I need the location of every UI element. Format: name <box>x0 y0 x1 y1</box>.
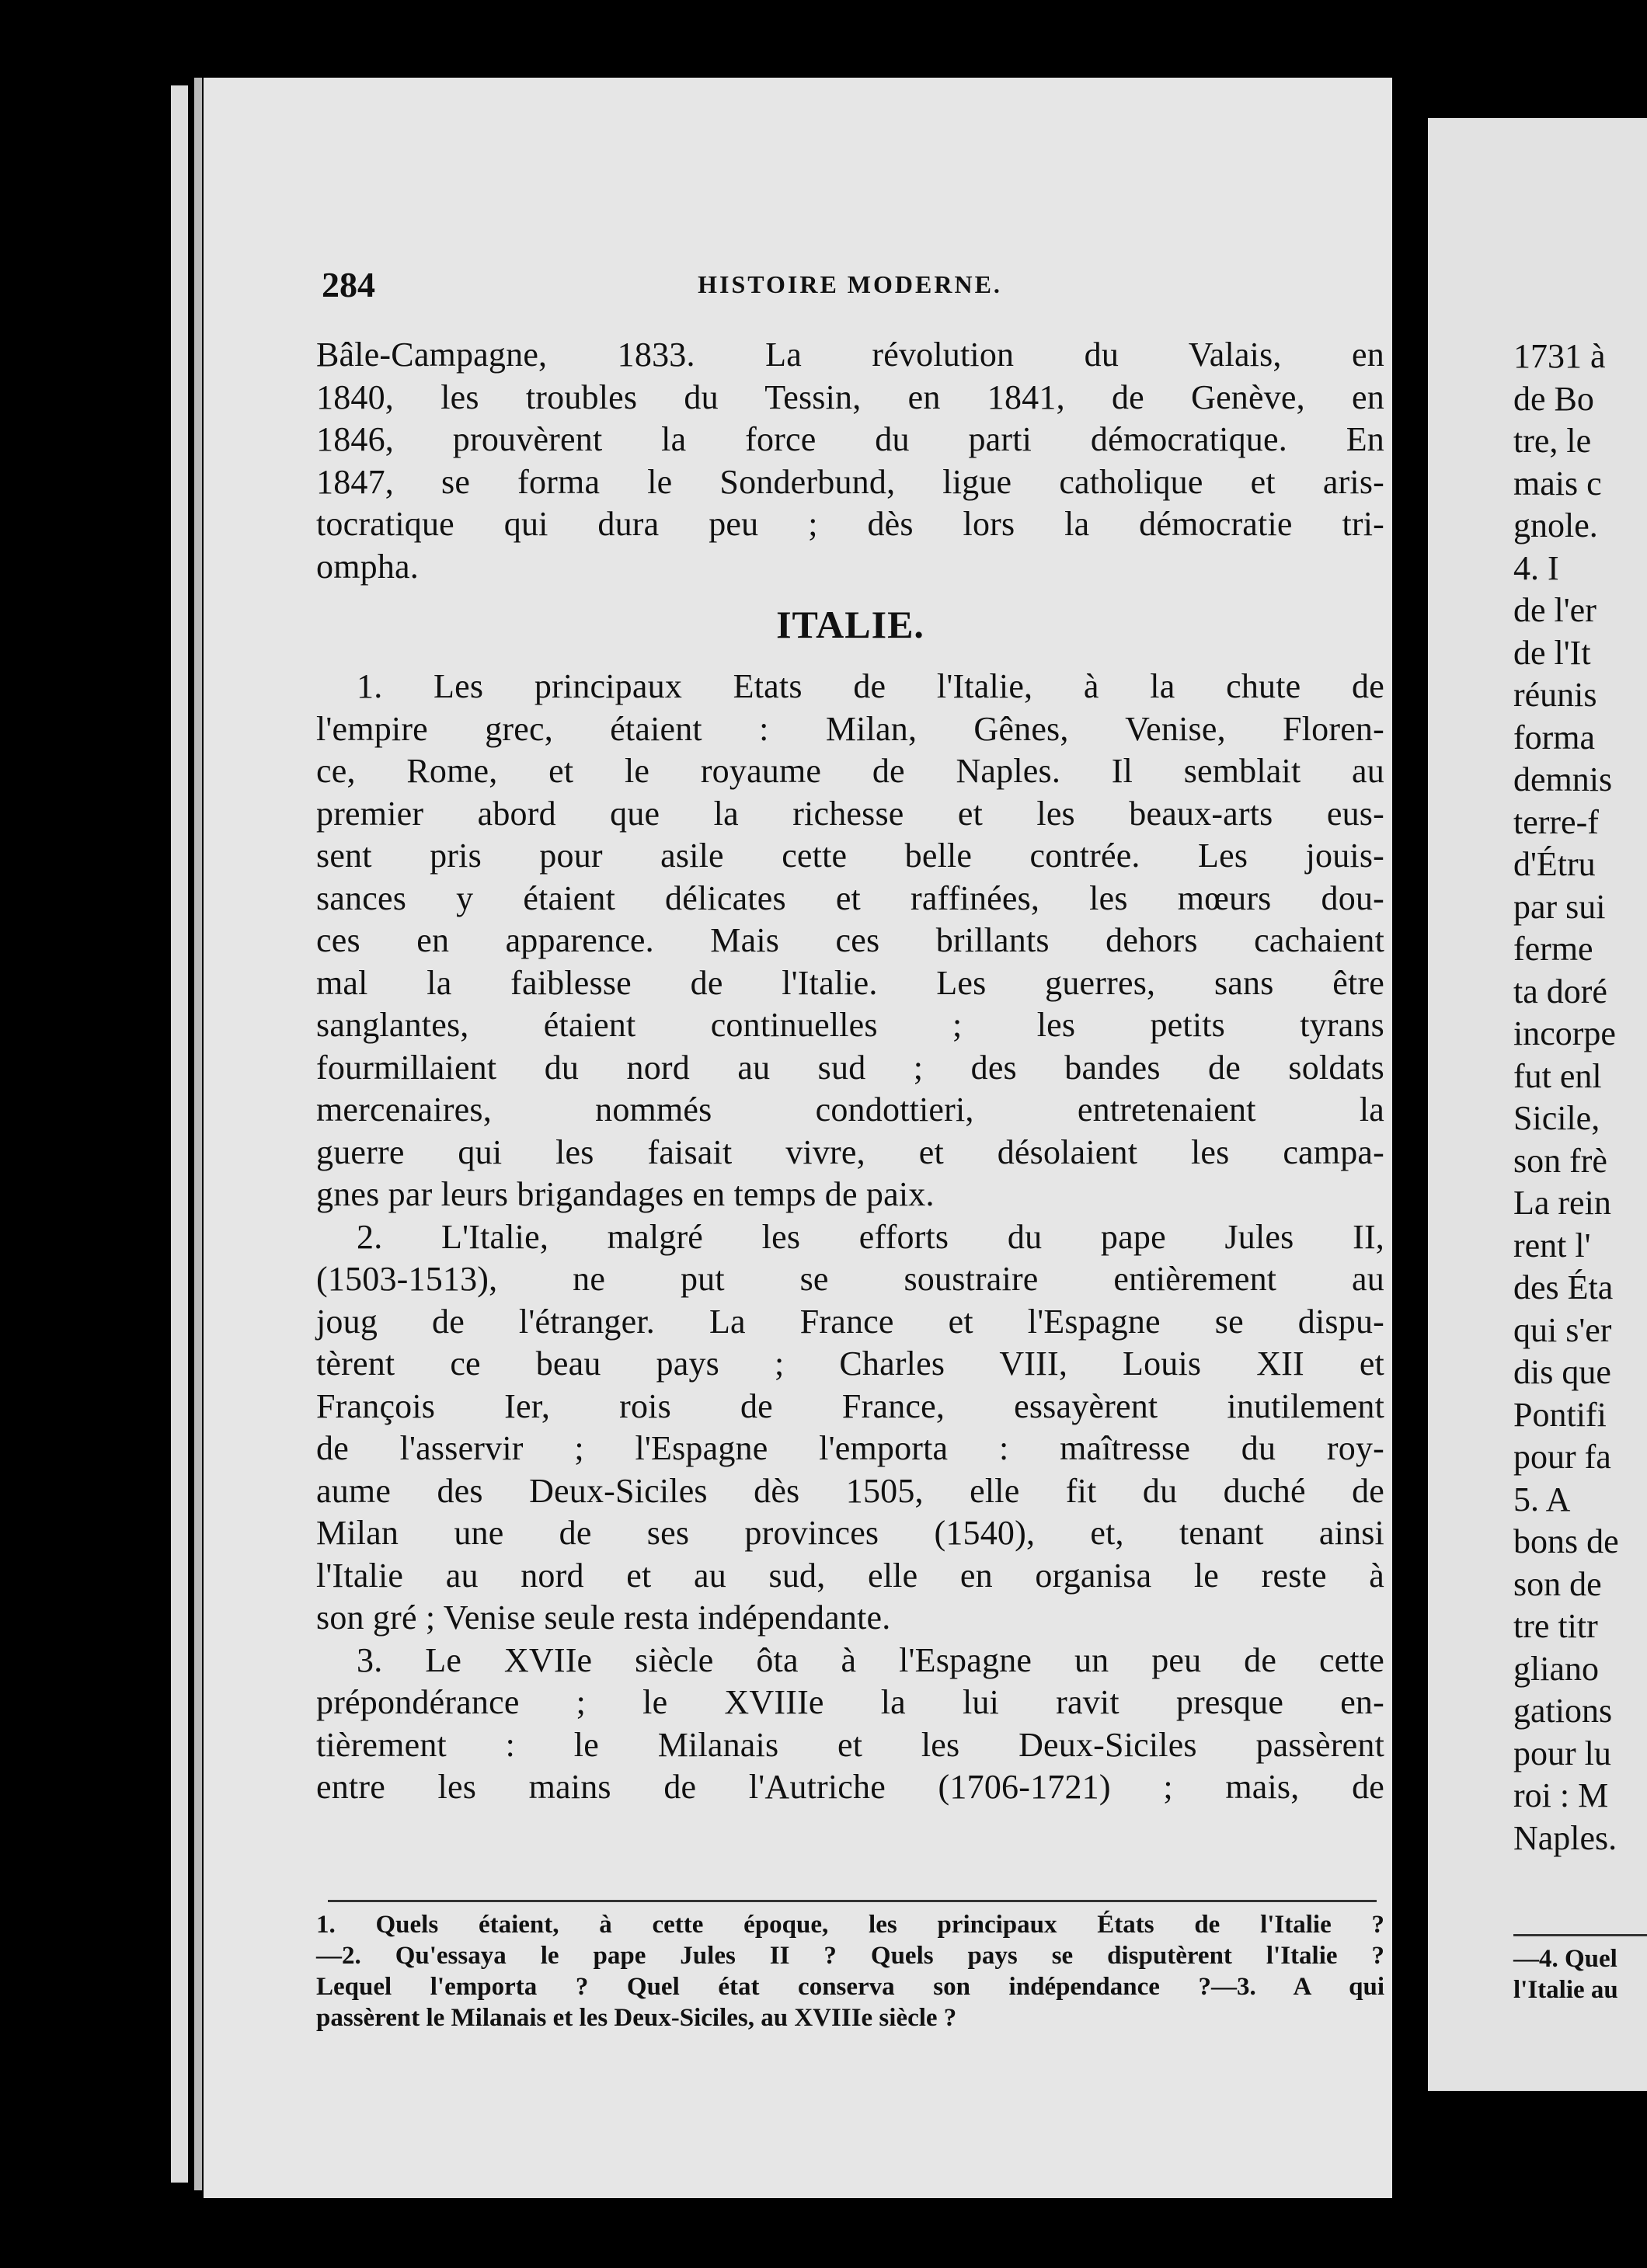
text-line: tre titr <box>1513 1607 1598 1645</box>
text-line: réunis <box>1513 676 1597 714</box>
text-line: mais c <box>1513 464 1602 503</box>
text-line: son gré ; Venise seule resta indépendante. <box>316 1598 891 1637</box>
text-line: gliano <box>1513 1649 1599 1688</box>
text-line: ta doré <box>1513 972 1607 1011</box>
text-line: prépondérance ; le XVIIIe la lui ravit presque en- <box>316 1683 1384 1721</box>
running-title: HISTOIRE MODERNE. <box>698 270 1002 298</box>
text-line: tèrent ce beau pays ; Charles VIII, Louis XII et <box>316 1344 1384 1383</box>
page-number: 284 <box>322 265 375 304</box>
text-line: incorpe <box>1513 1014 1616 1052</box>
text-line: Sicile, <box>1513 1099 1600 1137</box>
text-line: mercenaires, nommés condottieri, entretenaient la <box>316 1091 1384 1129</box>
footnote-line: passèrent le Milanais et les Deux-Siciles, au XVIIIe siècle ? <box>316 2004 957 2032</box>
text-line: rent l' <box>1513 1226 1591 1264</box>
text-line: ce, Rome, et le royaume de Naples. Il semblait au <box>316 752 1384 790</box>
right-page-footnotes <box>1513 1943 1647 2005</box>
text-line: tièrement : le Milanais et les Deux-Siciles passèrent <box>316 1725 1384 1764</box>
footnotes <box>316 1909 1384 2033</box>
text-line: l'empire grec, étaient : Milan, Gênes, Venise, Floren- <box>316 709 1384 748</box>
text-line: ompha. <box>316 547 419 586</box>
text-line: pour lu <box>1513 1734 1611 1772</box>
text-line: gnole. <box>1513 506 1598 544</box>
text-line: gations <box>1513 1692 1613 1730</box>
text-line: son frè <box>1513 1141 1607 1180</box>
text-line: 4. I <box>1513 548 1559 587</box>
page-header <box>322 264 1378 311</box>
text-line: 5. A <box>1513 1480 1571 1518</box>
text-line: premier abord que la richesse et les beaux-arts eus- <box>316 794 1384 833</box>
body-text <box>316 334 1384 1809</box>
footnote-line: 1. Quels étaient, à cette époque, les principaux États de l'Italie ? <box>316 1911 1384 1939</box>
text-line: joug de l'étranger. La France et l'Espagne se dispu- <box>316 1302 1384 1341</box>
text-line: dis que <box>1513 1353 1611 1391</box>
text-line: de l'er <box>1513 591 1597 629</box>
text-line: des Éta <box>1513 1268 1614 1306</box>
text-line: Naples. <box>1513 1818 1617 1857</box>
text-line: sances y étaient délicates et raffinées, les mœurs dou- <box>316 878 1384 917</box>
right-page-text <box>1513 336 1647 1859</box>
left-page-edge-inner <box>194 78 202 2190</box>
text-line: 1846, prouvèrent la force du parti démocratique. En <box>316 420 1384 458</box>
footnote-divider <box>1513 1934 1647 1936</box>
text-line: demnis <box>1513 760 1613 798</box>
text-line: 1. Les principaux Etats de l'Italie, à la chute de <box>357 667 1384 705</box>
text-line: aume des Deux-Siciles dès 1505, elle fit du duché de <box>316 1471 1384 1510</box>
footnote-line: Lequel l'emporta ? Quel état conserva son indépendance ?—3. A qui <box>316 1973 1384 2001</box>
text-line: Pontifi <box>1513 1395 1607 1434</box>
text-line: fut enl <box>1513 1056 1602 1095</box>
text-line: pour fa <box>1513 1438 1611 1476</box>
right-page-fragment <box>1428 118 1647 2091</box>
text-line: 3. Le XVIIe siècle ôta à l'Espagne un peu de cette <box>357 1640 1384 1679</box>
text-line: ces en apparence. Mais ces brillants dehors cachaient <box>316 921 1384 959</box>
text-line: tre, le <box>1513 422 1592 460</box>
text-line: roi : M <box>1513 1776 1609 1814</box>
text-line: mal la faiblesse de l'Italie. Les guerres, sans être <box>316 963 1384 1002</box>
text-line: ferme <box>1513 930 1593 968</box>
footnote-line: —4. Quel <box>1513 1945 1617 1973</box>
text-line: forma <box>1513 718 1596 757</box>
text-line: 1731 à <box>1513 337 1606 375</box>
text-line: 1847, se forma le Sonderbund, ligue catholique et aris- <box>316 462 1384 501</box>
text-line: de l'It <box>1513 633 1591 672</box>
section-heading: ITALIE. <box>776 603 924 646</box>
text-line: guerre qui les faisait vivre, et désolaient les campa- <box>316 1132 1384 1171</box>
text-line: 2. L'Italie, malgré les efforts du pape Jules II, <box>357 1217 1384 1256</box>
text-line: bons de <box>1513 1522 1619 1560</box>
text-line: François Ier, rois de France, essayèrent inutilement <box>316 1386 1384 1425</box>
text-line: par sui <box>1513 887 1606 926</box>
text-line: de Bo <box>1513 379 1594 418</box>
text-line: La rein <box>1513 1184 1611 1222</box>
text-line: Milan une de ses provinces (1540), et, tenant ainsi <box>316 1514 1384 1552</box>
footnote-line: l'Italie au <box>1513 1976 1618 2004</box>
text-line: sanglantes, étaient continuelles ; les petits tyrans <box>316 1006 1384 1044</box>
text-line: 1840, les troubles du Tessin, en 1841, de Genève, en <box>316 377 1384 416</box>
left-page-edge <box>171 85 188 2183</box>
text-line: qui s'er <box>1513 1310 1612 1349</box>
text-line: terre-f <box>1513 802 1599 841</box>
text-line: son de <box>1513 1564 1602 1603</box>
footnote-line: —2. Qu'essaya le pape Jules II ? Quels pays se disputèrent l'Italie ? <box>316 1942 1384 1970</box>
text-line: d'Étru <box>1513 845 1596 883</box>
text-line: entre les mains de l'Autriche (1706-1721) ; mais, de <box>316 1768 1384 1806</box>
text-line: sent pris pour asile cette belle contrée. Les jouis- <box>316 837 1384 875</box>
text-line: l'Italie au nord et au sud, elle en organisa le reste à <box>316 1556 1384 1595</box>
text-line: (1503-1513), ne put se soustraire entièrement au <box>316 1260 1384 1298</box>
text-line: fourmillaient du nord au sud ; des bandes de soldats <box>316 1048 1384 1087</box>
footnote-divider <box>328 1900 1377 1902</box>
text-line: gnes par leurs brigandages en temps de paix. <box>316 1175 935 1213</box>
left-page <box>204 78 1392 2198</box>
text-line: Bâle-Campagne, 1833. La révolution du Valais, en <box>316 336 1384 374</box>
text-line: de l'asservir ; l'Espagne l'emporta : maîtresse du roy- <box>316 1429 1384 1467</box>
text-line: tocratique qui dura peu ; dès lors la démocratie tri- <box>316 505 1384 543</box>
